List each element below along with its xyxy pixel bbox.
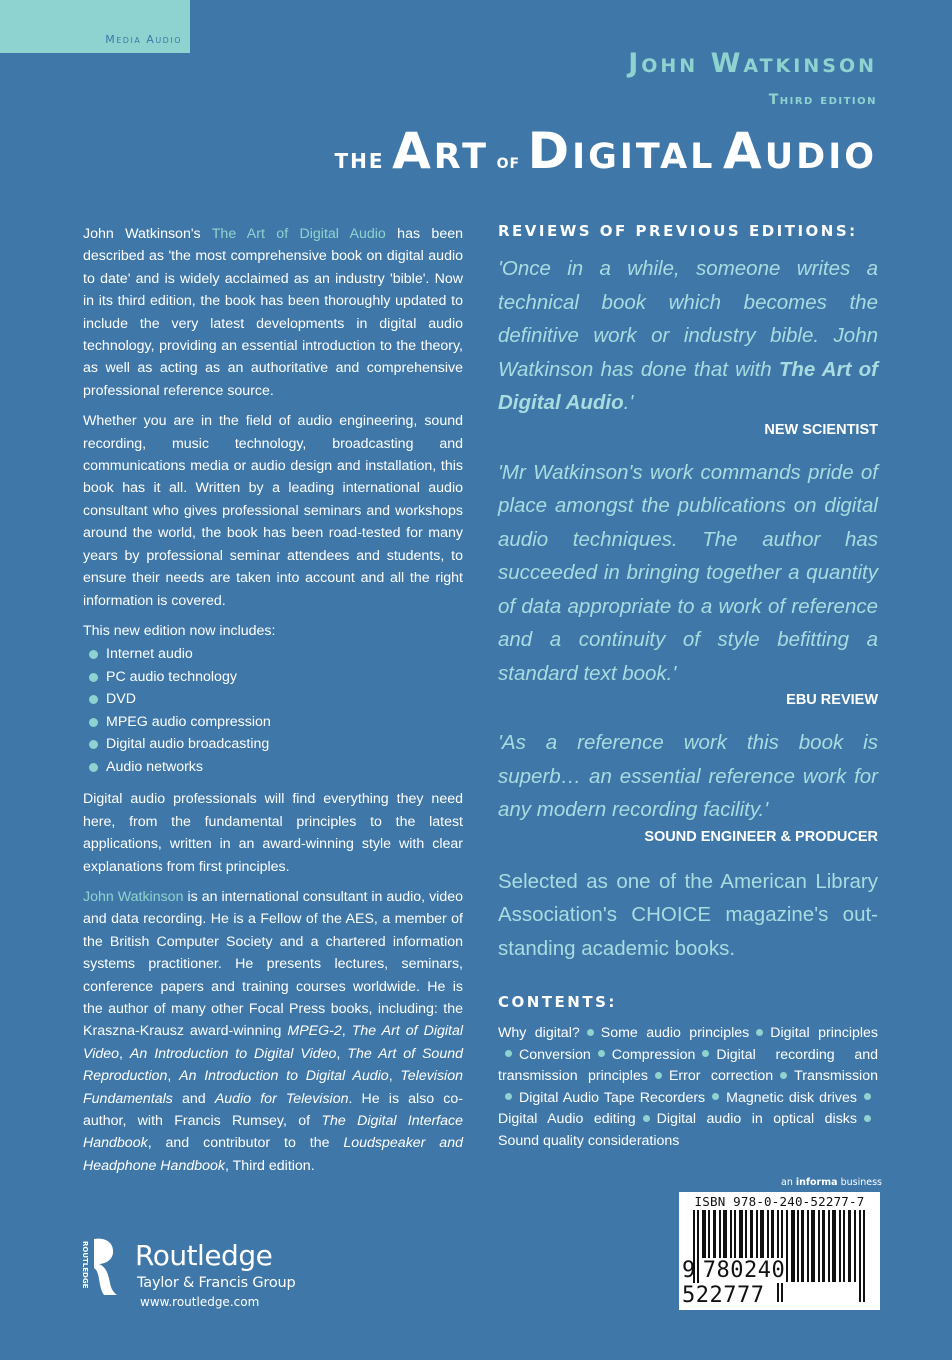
- chapter-item: Digital Audio editing: [498, 1111, 636, 1127]
- publisher-logo: [80, 1237, 340, 1317]
- bio-book-title: An Introduction to Digital Audio: [179, 1068, 389, 1085]
- bio-text: ,: [388, 1068, 401, 1085]
- title-audio: Audio: [723, 122, 877, 180]
- chapter-item: Digital audio in optical disks: [656, 1111, 857, 1127]
- chapter-item: Compression: [611, 1046, 696, 1063]
- bullet-icon: [89, 673, 98, 682]
- bio-book-title: Loudspeaker and Headphone Handbook: [83, 1135, 463, 1174]
- publisher-group: Taylor & Francis Group: [137, 1275, 296, 1291]
- bio-text: ,: [119, 1045, 130, 1062]
- description-paragraph-1: [83, 223, 463, 402]
- list-item: [87, 711, 463, 734]
- review-source: EBU REVIEW: [786, 692, 878, 708]
- bio-text: . He is also co-author, with Francis Rumsey, of: [83, 1090, 464, 1129]
- quote-text: .': [623, 391, 634, 414]
- reviews-column: [498, 222, 878, 1152]
- chapter-item: Magnetic disk drives: [726, 1089, 857, 1106]
- isbn-barcode: [679, 1192, 880, 1310]
- bullet-icon: [505, 1093, 512, 1100]
- review-quote: 'Mr Watkinson's work commands pride of place amongst the publications on digital audio techniques. The author has succeeded in bringing together a quantity of data appropriate to a work of reference and a continuity of style befitting a standard text book.': [498, 460, 878, 685]
- bio-text: and: [172, 1090, 215, 1107]
- bio-book-title: Audio for Television: [214, 1090, 349, 1107]
- includes-list: [83, 643, 463, 778]
- bio-book-title: The Art of Sound Reproduction: [83, 1045, 463, 1085]
- ean-number: [682, 1258, 880, 1308]
- chapter-item: Digital principles: [770, 1025, 879, 1041]
- description-column: [83, 223, 463, 1185]
- bullet-icon: [864, 1093, 871, 1100]
- bio-book-title: The Art of Digital Video: [83, 1023, 463, 1062]
- bio-text: ,: [167, 1068, 180, 1085]
- bullet-icon: [89, 695, 98, 704]
- title-digital: Digital: [527, 122, 716, 180]
- routledge-logo-icon: [80, 1237, 118, 1297]
- list-item-label: Digital audio broadcasting: [106, 736, 270, 753]
- bullet-icon: [89, 650, 98, 659]
- chapter-item: Sound quality considerations: [498, 1132, 680, 1149]
- bullet-icon: [702, 1050, 709, 1057]
- list-item-label: Audio networks: [106, 758, 203, 775]
- bullet-icon: [89, 718, 98, 727]
- list-item: [87, 643, 463, 666]
- chapter-item: Digital recording and transmission principles: [498, 1046, 878, 1084]
- series-label: Media Audio: [105, 33, 182, 46]
- list-item: [87, 666, 463, 689]
- publisher-name: Routledge: [135, 1239, 273, 1272]
- review-quote: [498, 252, 878, 420]
- title-art: Art: [392, 122, 490, 180]
- author-bio: [83, 886, 463, 1177]
- bullet-icon: [712, 1093, 719, 1100]
- quote-text: 'Once in a while, someone writes a technical book which becomes the definitive work or industry bible. John Watkinson has done that with: [498, 257, 878, 381]
- author-name: John Watkinson: [628, 48, 877, 79]
- review-quote: 'As a reference work this book is superb… an essential reference work for any modern recording facility.': [498, 731, 878, 821]
- ean-digits: 780240 522777: [682, 1258, 786, 1308]
- ean-first-digit: 9: [682, 1258, 696, 1283]
- chapter-item: Error correction: [668, 1068, 774, 1084]
- bio-text: , and contributor to the: [147, 1135, 344, 1152]
- bullet-icon: [756, 1029, 763, 1036]
- p1-rest: has been described as 'the most comprehensive book on digital audio to date' and is widely acclaimed as an industry 'bible'. Now in its third edition, the book has been thoroughly updated to include the very latest developments in digital audio technology, providing an essential introduction to the theory, as well as acting as an authoritative and comprehensive professional reference source.: [83, 226, 463, 399]
- bio-author-name: John Watkinson: [83, 888, 184, 905]
- svg-text:ROUTLEDGE: ROUTLEDGE: [81, 1241, 89, 1289]
- title-of: OF: [496, 156, 521, 172]
- description-paragraph-3: Digital audio professionals will find everything they need here, from the fundamental principles to the latest applications, written in an award-winning style with clear explanations from first principles.: [83, 791, 463, 875]
- chapter-item: Why digital?: [498, 1025, 580, 1041]
- list-item-label: DVD: [106, 691, 136, 708]
- bio-book-title: Television Fundamentals: [83, 1068, 463, 1107]
- bio-book-title: An Introduction to Digital Video: [129, 1045, 337, 1062]
- series-tab: [0, 0, 190, 53]
- contents-heading: CONTENTS:: [498, 993, 617, 1011]
- list-item-label: PC audio technology: [106, 668, 237, 685]
- chapter-item: Digital Audio Tape Recorders: [519, 1089, 706, 1106]
- bullet-icon: [643, 1115, 650, 1122]
- list-item: [87, 756, 463, 779]
- list-item-label: MPEG audio compression: [106, 713, 271, 730]
- description-paragraph-2: Whether you are in the field of audio engineering, sound recording, music technology, broadcasting and communications media or audio design and installation, this book has it all. Written by a leading international audio consultant who gives professional seminars and workshops around the world, the book has been road-tested for many years by professional seminar attendees and students, to ensure their needs are taken into account and all the right information is covered.: [83, 413, 463, 609]
- contents-list: [498, 1023, 878, 1152]
- book-title: [334, 122, 877, 180]
- bio-text: ,: [341, 1023, 352, 1040]
- reviews-heading: REVIEWS OF PREVIOUS EDITIONS:: [498, 222, 858, 240]
- p1-book-title: The Art of Digital Audio: [211, 226, 386, 242]
- informa-text: an: [781, 1177, 796, 1188]
- bullet-icon: [89, 740, 98, 749]
- chapter-item: Conversion: [519, 1046, 591, 1063]
- informa-text: business: [837, 1177, 882, 1188]
- bullet-icon: [864, 1115, 871, 1122]
- review-source: SOUND ENGINEER & PRODUCER: [644, 828, 878, 845]
- bio-text: , Third edition.: [225, 1157, 315, 1174]
- informa-tagline: [781, 1177, 882, 1188]
- list-item-label: Internet audio: [106, 646, 193, 663]
- p1-lead: John Watkinson's: [83, 226, 212, 242]
- chapter-item: Transmission: [794, 1068, 878, 1084]
- chapter-item: Some audio principles: [600, 1025, 750, 1041]
- title-the: THE: [334, 149, 385, 173]
- bullet-icon: [505, 1050, 512, 1057]
- choice-award: Selected as one of the American Library Association's CHOICE magazine's out-standing academic books.: [498, 869, 878, 960]
- bio-text: ,: [336, 1045, 348, 1062]
- review-source: NEW SCIENTIST: [764, 421, 878, 438]
- bullet-icon: [655, 1072, 662, 1079]
- quote-book-title: The Art of Digital Audio: [498, 357, 878, 414]
- bio-text: is an international consultant in audio, video and data recording. He is a Fellow of the AES, a member of the British Computer Society and a chartered information systems practitioner. He presents lectures, seminars, conference papers and training courses worldwide. He is the author of many other Focal Press books, including: the Kraszna-Krausz award-winning: [83, 888, 463, 1040]
- bullet-icon: [587, 1029, 594, 1036]
- bio-book-title: MPEG-2: [287, 1023, 342, 1040]
- edition-label: Third edition: [768, 92, 877, 108]
- list-item: [87, 688, 463, 711]
- informa-brand: informa: [795, 1177, 838, 1188]
- list-item: [87, 733, 463, 756]
- includes-intro: This new edition now includes:: [83, 622, 276, 639]
- bullet-icon: [780, 1072, 787, 1079]
- publisher-url: www.routledge.com: [140, 1295, 260, 1309]
- bio-book-title: The Digital Interface Handbook: [83, 1113, 464, 1152]
- bullet-icon: [89, 763, 98, 772]
- isbn-number: ISBN 978-0-240-52277-7: [694, 1194, 865, 1209]
- bullet-icon: [598, 1050, 605, 1057]
